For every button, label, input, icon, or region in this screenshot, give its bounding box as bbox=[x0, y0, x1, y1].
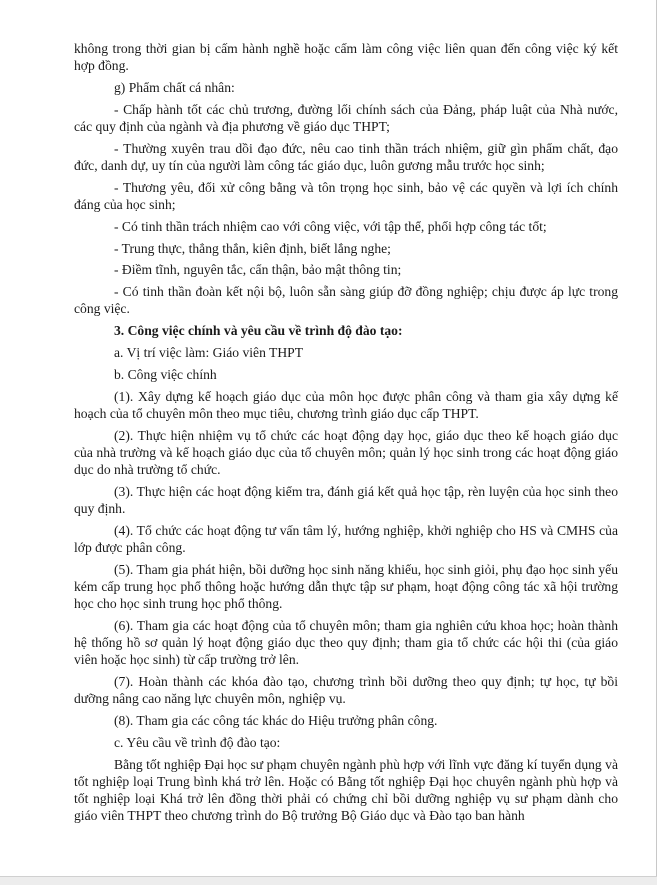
duty-item-6: (6). Tham gia các hoạt động của tổ chuyên môn; tham gia nghiên cứu khoa học; hoàn thành hệ thống hồ sơ quản lý hoạt động giáo dục theo quy định; tham gia tổ chức các hội thi (của giáo viên hoặc học sinh) từ cấp trường trở lên. bbox=[74, 617, 618, 668]
document-body bbox=[74, 40, 618, 829]
section-heading-main-duties: 3. Công việc chính và yêu cầu về trình độ đào tạo: bbox=[114, 323, 403, 339]
duty-item-7: (7). Hoàn thành các khóa đào tạo, chương trình bồi dưỡng theo quy định; tự học, tự bồi dưỡng nâng cao năng lực chuyên môn, nghiệp vụ. bbox=[74, 674, 618, 707]
duty-item-5: (5). Tham gia phát hiện, bồi dưỡng học sinh năng khiếu, học sinh giỏi, phụ đạo học sinh yếu kém cấp trung học phổ thông hoặc hướng dẫn thực tập sư phạm, hoạt động công tác xã hội trường học cho học sinh trung học phổ thông. bbox=[74, 561, 618, 612]
duty-item-8: (8). Tham gia các công tác khác do Hiệu trưởng phân công. bbox=[114, 713, 438, 729]
job-position: a. Vị trí việc làm: Giáo viên THPT bbox=[114, 344, 304, 360]
bullet-ethics: - Thường xuyên trau dồi đạo đức, nêu cao tinh thần trách nhiệm, giữ gìn phẩm chất, đạo đức, danh dự, uy tín của người làm công tác giáo dục, luôn gương mẫu trước học sinh; bbox=[74, 140, 618, 173]
bullet-responsibility: - Có tinh thần trách nhiệm cao với công việc, với tập thể, phối hợp công tác tốt; bbox=[114, 218, 547, 234]
page-bottom-edge bbox=[0, 876, 657, 885]
subheading-personal-qualities: g) Phẩm chất cá nhân: bbox=[114, 80, 235, 95]
duty-item-3: (3). Thực hiện các hoạt động kiểm tra, đánh giá kết quả học tập, rèn luyện của học sinh theo quy định. bbox=[74, 483, 618, 516]
subheading-main-duties: b. Công việc chính bbox=[114, 366, 217, 382]
bullet-respect-students: - Thương yêu, đối xử công bằng và tôn trọng học sinh, bảo vệ các quyền và lợi ích chính đáng của học sinh; bbox=[74, 179, 618, 212]
paragraph-degree-requirements: Bằng tốt nghiệp Đại học sư phạm chuyên ngành phù hợp với lĩnh vực đăng kí tuyển dụng và tốt nghiệp loại Trung bình khá trở lên. Hoặc có Bằng tốt nghiệp Đại học chuyên ngành phù hợp và tốt nghiệp loại Khá trở lên đồng thời phải có chứng chỉ bồi dưỡng nghiệp vụ sư phạm dành cho giáo viên THPT theo chương trình do Bộ trưởng Bộ Giáo dục và Đào tạo ban hành bbox=[74, 756, 618, 824]
duty-item-4: (4). Tổ chức các hoạt động tư vấn tâm lý, hướng nghiệp, khởi nghiệp cho HS và CMHS của lớp được phân công. bbox=[74, 522, 618, 555]
bullet-comply-policies: - Chấp hành tốt các chủ trương, đường lối chính sách của Đảng, pháp luật của Nhà nước, các quy định của ngành và địa phương về giáo dục THPT; bbox=[74, 101, 618, 134]
duty-item-2: (2). Thực hiện nhiệm vụ tổ chức các hoạt động dạy học, giáo dục theo kế hoạch giáo dục của nhà trường và kế hoạch giáo dục của tổ chuyên môn; quản lý học sinh trong các hoạt động giáo dục do nhà trường tổ chức. bbox=[74, 427, 618, 477]
subheading-education-requirements: c. Yêu cầu về trình độ đào tạo: bbox=[114, 734, 281, 750]
paragraph-contract-continuation: không trong thời gian bị cấm hành nghề hoặc cấm làm công việc liên quan đến công việc ký kết hợp đồng. bbox=[74, 41, 618, 74]
bullet-honesty: - Trung thực, thẳng thắn, kiên định, biết lắng nghe; bbox=[114, 240, 391, 256]
bullet-calmness: - Điềm tĩnh, nguyên tắc, cẩn thận, bảo mật thông tin; bbox=[114, 262, 402, 278]
duty-item-1: (1). Xây dựng kế hoạch giáo dục của môn học được phân công và tham gia xây dựng kế hoạch của tổ chuyên môn theo mục tiêu, chương trình giáo dục cấp THPT. bbox=[74, 388, 618, 421]
bullet-solidarity: - Có tinh thần đoàn kết nội bộ, luôn sẵn sàng giúp đỡ đồng nghiệp; chịu được áp lực trong công việc. bbox=[74, 284, 618, 317]
